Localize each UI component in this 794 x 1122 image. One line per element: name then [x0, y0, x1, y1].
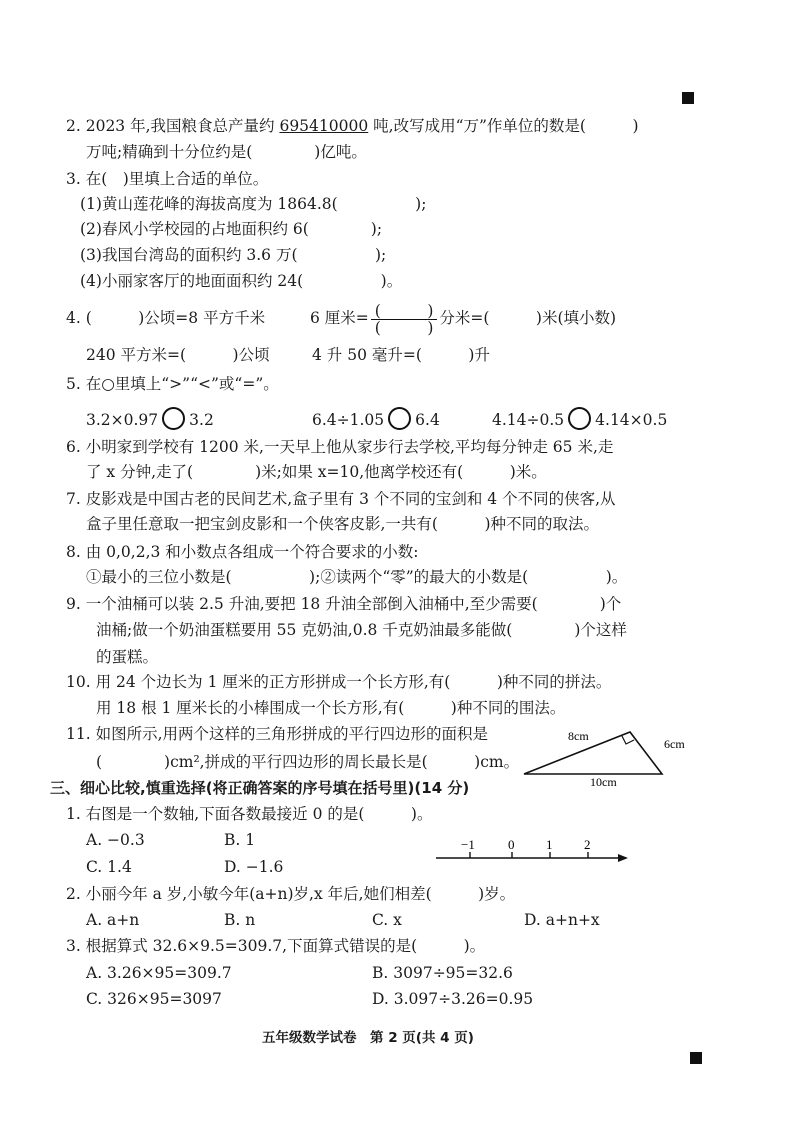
- q5-title: 5. 在○里填上“>”“<”或“=”。: [66, 375, 279, 393]
- fraction-numerator: ( ): [371, 303, 438, 320]
- mc1-option-a[interactable]: A. −0.3: [86, 831, 145, 849]
- mc1-stem: 1. 右图是一个数轴,下面各数最接近 0 的是( )。: [66, 805, 433, 823]
- triangle-shape: [524, 732, 662, 774]
- mc3-option-a[interactable]: A. 3.26×95=309.7: [86, 964, 232, 982]
- q5-pair-1-left: 3.2×0.97: [86, 411, 159, 429]
- mc1-option-d[interactable]: D. −1.6: [224, 858, 284, 876]
- q4-a: 4. ( )公顷=8 平方千米: [66, 309, 266, 327]
- q5-pair-2-right: 6.4: [415, 411, 440, 429]
- right-angle-mark: [622, 736, 634, 744]
- q10-line1: 10. 用 24 个边长为 1 厘米的正方形拼成一个长方形,有( )种不同的拼法。: [66, 673, 612, 691]
- mc2-option-c[interactable]: C. x: [372, 911, 402, 929]
- q2-text: 2. 2023 年,我国粮食总产量约: [66, 117, 280, 135]
- q2-line1: [66, 116, 639, 136]
- q7-line2: 盒子里任意取一把宝剑皮影和一个侠客皮影,一共有( )种不同的取法。: [86, 515, 600, 533]
- q3-item-4: (4)小丽家客厅的地面面积约 24( )。: [80, 272, 403, 290]
- q8-line2: ①最小的三位小数是( );②读两个“零”的最大的小数是( )。: [86, 568, 628, 586]
- q4-b: [310, 299, 616, 337]
- mc1-option-c[interactable]: C. 1.4: [86, 858, 132, 876]
- q4-b-post: 分米=( )米(填小数): [439, 309, 617, 327]
- mc1-option-b[interactable]: B. 1: [224, 831, 256, 849]
- q9-line1: 9. 一个油桶可以装 2.5 升油,要把 18 升油全部倒入油桶中,至少需要( )个: [66, 595, 622, 613]
- section-3-title: 三、细心比较,慎重选择(将正确答案的序号填在括号里)(14 分): [50, 779, 470, 797]
- compare-circle[interactable]: [388, 407, 411, 430]
- q2-number: 695410000: [279, 117, 369, 135]
- compare-circle[interactable]: [162, 407, 185, 430]
- q5-pair-3: [492, 407, 667, 430]
- q6-line1: 6. 小明家到学校有 1200 米,一天早上他从家步行去学校,平均每分钟走 65 米,走: [66, 438, 614, 456]
- tick-label-2: 2: [584, 837, 591, 852]
- q7-line1: 7. 皮影戏是中国古老的民间艺术,盒子里有 3 个不同的宝剑和 4 个不同的侠客,从: [66, 490, 616, 508]
- mc2-option-b[interactable]: B. n: [224, 911, 256, 929]
- corner-mark-bottom: [690, 1052, 702, 1064]
- q3-item-3: (3)我国台湾岛的面积约 3.6 万( );: [80, 246, 387, 264]
- q11-line2: ( )cm²,拼成的平行四边形的周长最长是( )cm。: [96, 753, 520, 771]
- q5-pair-3-left: 4.14÷0.5: [492, 411, 565, 429]
- mc3-option-b[interactable]: B. 3097÷95=32.6: [372, 964, 513, 982]
- q4-d: 4 升 50 毫升=( )升: [312, 346, 490, 364]
- triangle-label-10cm: 10cm: [590, 775, 617, 789]
- q3-item-1: (1)黄山莲花峰的海拔高度为 1864.8( );: [80, 195, 427, 213]
- q9-line2: 油桶;做一个奶油蛋糕要用 55 克奶油,0.8 千克奶油最多能做( )个这样: [96, 621, 627, 639]
- number-line-arrow: [618, 854, 628, 862]
- q9-line3: 的蛋糕。: [96, 648, 159, 666]
- triangle-figure: [510, 718, 700, 790]
- number-line: [430, 836, 640, 870]
- q5-pair-1: [86, 407, 214, 430]
- triangle-label-8cm: 8cm: [568, 729, 589, 743]
- q4-c: 240 平方米=( )公顷: [86, 346, 270, 364]
- mc3-option-d[interactable]: D. 3.097÷3.26=0.95: [372, 990, 534, 1008]
- triangle-label-6cm: 6cm: [664, 737, 685, 751]
- q3-title: 3. 在( )里填上合适的单位。: [66, 170, 269, 188]
- q5-pair-1-right: 3.2: [189, 411, 214, 429]
- q11-line1: 11. 如图所示,用两个这样的三角形拼成的平行四边形的面积是: [66, 725, 489, 743]
- q2-text-rest: 吨,改写成用“万”作单位的数是( ): [368, 117, 639, 135]
- tick-label-0: 0: [508, 837, 515, 852]
- compare-circle[interactable]: [568, 407, 591, 430]
- q3-item-2: (2)春风小学校园的占地面积约 6( );: [80, 220, 383, 238]
- mc3-option-c[interactable]: C. 326×95=3097: [86, 990, 222, 1008]
- fraction-denominator: ( ): [374, 318, 434, 337]
- q4-fraction: [371, 303, 438, 336]
- tick-label-1: 1: [546, 837, 553, 852]
- q10-line2: 用 18 根 1 厘米长的小棒围成一个长方形,有( )种不同的围法。: [96, 699, 566, 717]
- corner-mark-top: [682, 92, 694, 104]
- q5-pair-2-left: 6.4÷1.05: [312, 411, 385, 429]
- tick-label-minus-1: −1: [461, 837, 475, 852]
- mc2-option-d[interactable]: D. a+n+x: [524, 911, 600, 929]
- q4-b-pre: 6 厘米=: [310, 309, 369, 327]
- mc3-stem: 3. 根据算式 32.6×9.5=309.7,下面算式错误的是( )。: [66, 937, 486, 955]
- q6-line2: 了 x 分钟,走了( )米;如果 x=10,他离学校还有( )米。: [86, 463, 547, 481]
- page-footer: 五年级数学试卷 第 2 页(共 4 页): [262, 1030, 474, 1046]
- q8-line1: 8. 由 0,0,2,3 和小数点各组成一个符合要求的小数:: [66, 543, 419, 561]
- q5-pair-2: [312, 407, 440, 430]
- mc2-stem: 2. 小丽今年 a 岁,小敏今年(a+n)岁,x 年后,她们相差( )岁。: [66, 885, 516, 903]
- q5-pair-3-right: 4.14×0.5: [595, 411, 668, 429]
- q2-line2: 万吨;精确到十分位约是( )亿吨。: [86, 143, 367, 161]
- mc2-option-a[interactable]: A. a+n: [86, 911, 140, 929]
